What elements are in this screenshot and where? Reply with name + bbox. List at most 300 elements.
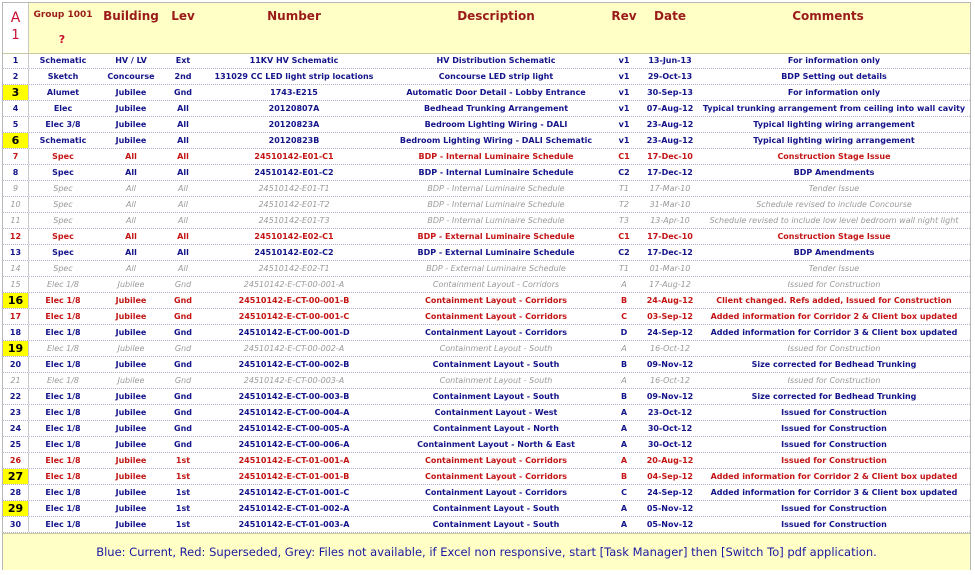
- cell-number[interactable]: 24510142-E-CT-00-004-A: [238, 408, 350, 417]
- cell-building: Jubilee: [115, 104, 147, 113]
- cell-group: Elec 1/8: [45, 296, 81, 305]
- cell-building: All: [126, 216, 136, 225]
- cell-group: Elec 1/8: [45, 472, 81, 481]
- cell-description: HV Distribution Schematic: [436, 56, 556, 65]
- cell-group: Elec 1/8: [45, 392, 81, 401]
- cell-group: Elec 1/8: [45, 312, 81, 321]
- row-number: 10: [3, 197, 29, 212]
- cell-building: All: [125, 248, 137, 257]
- cell-description: Containment Layout - Corridors: [424, 296, 568, 305]
- cell-date: 09-Nov-12: [646, 360, 694, 369]
- cell-number[interactable]: 24510142-E-CT-00-003-A: [243, 376, 345, 385]
- cell-description: Bedroom Lighting Wiring - DALI Schematic: [399, 136, 593, 145]
- row-number: 7: [3, 149, 29, 164]
- cell-comments: Typical lighting wiring arrangement: [753, 120, 915, 129]
- cell-lev: Gnd: [174, 280, 192, 289]
- row-number: 23: [3, 405, 29, 420]
- cell-description: BDP - External Luminaire Schedule: [417, 248, 575, 257]
- table-row[interactable]: [3, 197, 970, 213]
- cell-number[interactable]: 131029 CC LED light strip locations: [214, 72, 374, 81]
- cell-date: 24-Sep-12: [647, 328, 693, 337]
- cell-date: 05-Nov-12: [646, 504, 694, 513]
- cell-description: Containment Layout - South: [432, 520, 560, 529]
- cell-description: Automatic Door Detail - Lobby Entrance: [406, 88, 586, 97]
- cell-comments: Tender Issue: [808, 264, 860, 273]
- row-number: 18: [3, 325, 29, 340]
- cell-rev: T2: [619, 200, 629, 209]
- cell-lev: Gnd: [174, 88, 192, 97]
- cell-comments: Issued for Construction: [781, 408, 887, 417]
- row-number: 15: [3, 277, 29, 292]
- cell-description: BDP - Internal Luminaire Schedule: [418, 152, 574, 161]
- cell-building: All: [126, 184, 136, 193]
- cell-building: Jubilee: [115, 424, 147, 433]
- cell-rev: v1: [618, 56, 630, 65]
- cell-description: Containment Layout - South: [432, 360, 560, 369]
- cell-group: Elec 1/8: [46, 344, 79, 353]
- cell-group: Elec 1/8: [45, 488, 81, 497]
- cell-date: 24-Sep-12: [647, 488, 693, 497]
- cell-group: Spec: [52, 168, 74, 177]
- cell-comments: Tender Issue: [808, 184, 860, 193]
- cell-building: Jubilee: [117, 376, 145, 385]
- row-number: 12: [3, 229, 29, 244]
- cell-date: 17-Dec-10: [647, 232, 693, 241]
- cell-number[interactable]: 20120807A: [268, 104, 320, 113]
- row-number: 26: [3, 453, 29, 468]
- row-number: 21: [3, 373, 29, 388]
- cell-comments: Issued for Construction: [787, 344, 881, 353]
- row-number: 28: [3, 485, 29, 500]
- cell-lev: All: [178, 264, 188, 273]
- header-group[interactable]: Group 1001: [33, 10, 93, 20]
- row-number: 14: [3, 261, 29, 276]
- cell-description: BDP - External Luminaire Schedule: [426, 264, 566, 273]
- cell-comments: Issued for Construction: [787, 376, 881, 385]
- cell-group: Elec: [53, 104, 73, 113]
- cell-group: Alumet: [46, 88, 80, 97]
- header-lev[interactable]: Lev: [171, 9, 195, 23]
- cell-date: 17-Dec-10: [647, 152, 693, 161]
- cell-description: Containment Layout - Corridors: [424, 328, 568, 337]
- cell-rev: A: [620, 440, 628, 449]
- row-number: 19: [3, 341, 29, 356]
- row-number: 27: [3, 469, 29, 484]
- cell-comments: BDP Setting out details: [781, 72, 887, 81]
- cell-date: 23-Aug-12: [646, 136, 694, 145]
- cell-number[interactable]: 24510142-E01-C1: [254, 152, 334, 161]
- row-number: 22: [3, 389, 29, 404]
- cell-building: Jubilee: [115, 504, 147, 513]
- cell-group: Elec 1/8: [46, 376, 79, 385]
- cell-rev: C2: [618, 248, 630, 257]
- cell-description: Containment Layout - South: [432, 392, 560, 401]
- cell-date: 17-Mar-10: [649, 184, 691, 193]
- cell-lev: All: [177, 232, 189, 241]
- table-row[interactable]: [3, 469, 970, 485]
- cell-rev: v1: [618, 104, 630, 113]
- cell-comments: Size corrected for Bedhead Trunking: [751, 360, 917, 369]
- cell-rev: v1: [618, 72, 630, 81]
- cell-comments: Issued for Construction: [781, 456, 887, 465]
- cell-number[interactable]: 24510142-E-CT-00-002-A: [243, 344, 345, 353]
- cell-rev: T1: [619, 264, 629, 273]
- cell-number[interactable]: 24510142-E-CT-00-006-A: [238, 440, 350, 449]
- cell-building: HV / LV: [115, 56, 147, 65]
- cell-description: Containment Layout - Corridors: [424, 488, 568, 497]
- cell-group: Elec 1/8: [45, 424, 81, 433]
- cell-lev: Gnd: [174, 328, 192, 337]
- cell-description: Containment Layout - Corridors: [424, 472, 568, 481]
- cell-description: BDP - Internal Luminaire Schedule: [418, 168, 574, 177]
- cell-number[interactable]: 24510142-E-CT-00-001-A: [243, 280, 345, 289]
- cell-building: Jubilee: [115, 88, 147, 97]
- cell-rev: D: [620, 328, 628, 337]
- cell-date: 16-Oct-12: [650, 376, 690, 385]
- table-row[interactable]: [3, 373, 970, 389]
- row-number: 17: [3, 309, 29, 324]
- cell-building: Jubilee: [115, 408, 147, 417]
- cell-group: Elec 1/8: [46, 280, 79, 289]
- cell-building: All: [126, 264, 136, 273]
- cell-building: All: [125, 168, 137, 177]
- cell-description: BDP - Internal Luminaire Schedule: [427, 184, 565, 193]
- table-row[interactable]: [3, 149, 970, 165]
- cell-date: 31-Mar-10: [649, 200, 691, 209]
- cell-description: Containment Layout - Corridors: [432, 280, 560, 289]
- cell-number[interactable]: 11KV HV Schematic: [249, 56, 339, 65]
- cell-lev: All: [177, 136, 189, 145]
- table-row[interactable]: [3, 277, 970, 293]
- row-number: 9: [3, 181, 29, 196]
- cell-number[interactable]: 24510142-E-CT-01-001-A: [238, 456, 350, 465]
- header-rev[interactable]: Rev: [611, 9, 637, 23]
- cell-lev: Gnd: [174, 408, 192, 417]
- row-number: 1: [3, 53, 29, 68]
- cell-reference[interactable]: [3, 3, 29, 53]
- cell-group: Elec 1/8: [45, 328, 81, 337]
- table-row[interactable]: [3, 213, 970, 229]
- table-row[interactable]: [3, 405, 970, 421]
- table-row[interactable]: [3, 485, 970, 501]
- cell-number[interactable]: 24510142-E-CT-01-003-A: [238, 520, 350, 529]
- legend-footer: Blue: Current, Red: Superseded, Grey: Files not available, if Excel non responsive, start [Task Manager] then [Switch To] pdf application.: [3, 533, 970, 570]
- cell-group: Spec: [52, 152, 74, 161]
- row-number: 25: [3, 437, 29, 452]
- cell-rev: B: [620, 296, 628, 305]
- cell-rev: A: [620, 456, 628, 465]
- cell-comments: Typical trunking arrangement from ceiling into wall cavity: [702, 104, 966, 113]
- cell-lev: 1st: [175, 504, 191, 513]
- cell-comments: BDP Amendments: [793, 248, 875, 257]
- cell-description: BDP - Internal Luminaire Schedule: [427, 200, 565, 209]
- cell-lev: Gnd: [174, 312, 192, 321]
- cell-comments: Schedule revised to include Concourse: [756, 200, 912, 209]
- cell-date: 13-Jun-13: [648, 56, 692, 65]
- row-number: 3: [3, 85, 29, 100]
- table-row[interactable]: [3, 101, 970, 117]
- cell-description: BDP - External Luminaire Schedule: [417, 232, 575, 241]
- cell-comments: Issued for Construction: [781, 424, 887, 433]
- cell-number[interactable]: 24510142-E-CT-00-002-B: [238, 360, 350, 369]
- cell-lev: All: [177, 168, 189, 177]
- cell-description: BDP - Internal Luminaire Schedule: [427, 216, 565, 225]
- cell-lev: Gnd: [174, 440, 192, 449]
- cell-group: Spec: [52, 248, 74, 257]
- cell-building: Jubilee: [117, 344, 145, 353]
- cell-group: Schematic: [39, 56, 87, 65]
- cell-number[interactable]: 24510142-E-CT-01-001-B: [238, 472, 350, 481]
- cell-number[interactable]: 24510142-E-CT-00-001-C: [238, 312, 350, 321]
- cell-lev: All: [177, 152, 189, 161]
- cell-group: Spec: [53, 264, 73, 273]
- row-number: 8: [3, 165, 29, 180]
- cell-lev: Gnd: [174, 296, 192, 305]
- cell-number[interactable]: 24510142-E01-C2: [254, 168, 334, 177]
- cell-comments: Issued for Construction: [781, 504, 887, 513]
- cell-rev: C2: [618, 168, 630, 177]
- row-number: 4: [3, 101, 29, 116]
- cell-group: Schematic: [39, 136, 87, 145]
- table-row[interactable]: [3, 53, 970, 69]
- cell-rev: B: [620, 360, 628, 369]
- cell-description: Containment Layout - South: [432, 504, 560, 513]
- table-row[interactable]: [3, 261, 970, 277]
- cell-number[interactable]: 24510142-E-CT-01-002-A: [238, 504, 350, 513]
- row-number: 2: [3, 69, 29, 84]
- cell-date: 30-Oct-12: [647, 440, 693, 449]
- cell-lev: Gnd: [174, 424, 192, 433]
- cell-building: Jubilee: [115, 120, 147, 129]
- cell-description: Containment Layout - North & East: [417, 440, 575, 449]
- cell-number[interactable]: 24510142-E-CT-01-001-C: [238, 488, 350, 497]
- cell-number[interactable]: 20120823A: [268, 120, 320, 129]
- cell-building: All: [125, 152, 137, 161]
- cell-rev: C1: [618, 232, 630, 241]
- cell-rev: B: [620, 472, 628, 481]
- cell-comments: Added information for Corridor 2 & Client box updated: [710, 312, 958, 321]
- cell-date: 13-Apr-10: [650, 216, 690, 225]
- cell-comments: Client changed. Refs added, Issued for Construction: [716, 296, 952, 305]
- cell-comments: Issued for Construction: [787, 280, 881, 289]
- cell-rev: C: [621, 488, 627, 497]
- cell-comments: Added information for Corridor 2 & Client box updated: [710, 472, 958, 481]
- cell-lev: 1st: [175, 456, 191, 465]
- cell-date: 29-Oct-13: [647, 72, 693, 81]
- cell-date: 17-Dec-12: [647, 248, 693, 257]
- cell-rev: v1: [618, 136, 630, 145]
- cell-lev: Gnd: [174, 344, 192, 353]
- cell-date: 05-Nov-12: [646, 520, 694, 529]
- row-number: 20: [3, 357, 29, 372]
- cell-rev: A: [620, 520, 628, 529]
- cell-comments: Issued for Construction: [781, 440, 887, 449]
- cell-rev: A: [621, 344, 627, 353]
- cell-date: 20-Aug-12: [646, 456, 694, 465]
- cell-lev: Gnd: [174, 360, 192, 369]
- cell-number[interactable]: 24510142-E01-T2: [258, 200, 330, 209]
- table-row[interactable]: [3, 293, 970, 309]
- table-row[interactable]: [3, 501, 970, 517]
- cell-lev: 1st: [175, 520, 191, 529]
- table-row[interactable]: [3, 309, 970, 325]
- cell-number[interactable]: 24510142-E02-T1: [258, 264, 330, 273]
- cell-number[interactable]: 24510142-E-CT-00-005-A: [238, 424, 350, 433]
- cell-date: 23-Aug-12: [646, 120, 694, 129]
- cell-description: Containment Layout - Corridors: [424, 312, 568, 321]
- table-row[interactable]: [3, 181, 970, 197]
- cell-rev: C1: [618, 152, 630, 161]
- cell-building: Jubilee: [115, 456, 147, 465]
- cell-building: Jubilee: [115, 392, 147, 401]
- row-number: 6: [3, 133, 29, 148]
- cell-building: Jubilee: [115, 312, 147, 321]
- cell-comments: Construction Stage Issue: [777, 232, 891, 241]
- cell-number[interactable]: 24510142-E02-C1: [254, 232, 334, 241]
- table-row[interactable]: [3, 85, 970, 101]
- cell-group: Elec 1/8: [45, 520, 81, 529]
- cell-building: Jubilee: [115, 360, 147, 369]
- cell-date: 30-Sep-13: [647, 88, 693, 97]
- cell-rev: A: [620, 504, 628, 513]
- cell-group: Sketch: [47, 72, 79, 81]
- cell-lev: 1st: [175, 488, 191, 497]
- cell-number[interactable]: 20120823B: [268, 136, 320, 145]
- cell-description: Bedhead Trunking Arrangement: [423, 104, 569, 113]
- cell-row-label: 1: [11, 28, 20, 43]
- cell-building: Jubilee: [115, 488, 147, 497]
- cell-description: Containment Layout - Corridors: [424, 456, 568, 465]
- cell-date: 07-Aug-12: [646, 104, 694, 113]
- cell-group: Elec 1/8: [45, 440, 81, 449]
- cell-building: All: [126, 200, 136, 209]
- table-row[interactable]: [3, 117, 970, 133]
- table-row[interactable]: [3, 165, 970, 181]
- cell-building: Jubilee: [115, 136, 147, 145]
- cell-comments: Size corrected for Bedhead Trunking: [751, 392, 917, 401]
- row-number: 24: [3, 421, 29, 436]
- cell-column-label: A: [10, 10, 21, 26]
- cell-date: 23-Oct-12: [647, 408, 693, 417]
- cell-rev: C: [621, 312, 627, 321]
- cell-group: Elec 1/8: [45, 408, 81, 417]
- cell-number[interactable]: 24510142-E-CT-00-001-B: [238, 296, 350, 305]
- header-comments[interactable]: Comments: [792, 9, 864, 23]
- cell-number[interactable]: 24510142-E01-T1: [258, 184, 330, 193]
- cell-lev: Gnd: [174, 376, 192, 385]
- cell-building: All: [125, 232, 137, 241]
- table-row[interactable]: [3, 389, 970, 405]
- header-building[interactable]: Building: [103, 9, 159, 23]
- cell-building: Concourse: [107, 72, 155, 81]
- table-row[interactable]: [3, 133, 970, 149]
- cell-number[interactable]: 24510142-E01-T3: [258, 216, 330, 225]
- cell-comments: For information only: [787, 88, 881, 97]
- cell-building: Jubilee: [115, 296, 147, 305]
- table-row[interactable]: [3, 341, 970, 357]
- cell-rev: A: [621, 280, 627, 289]
- cell-lev: 1st: [175, 472, 191, 481]
- cell-lev: All: [177, 120, 189, 129]
- table-row[interactable]: [3, 357, 970, 373]
- table-row[interactable]: [3, 453, 970, 469]
- cell-building: Jubilee: [115, 328, 147, 337]
- group-filter-marker[interactable]: ?: [58, 33, 66, 46]
- cell-group: Elec 3/8: [45, 120, 81, 129]
- cell-lev: All: [177, 248, 189, 257]
- cell-lev: All: [178, 184, 188, 193]
- cell-date: 03-Sep-12: [647, 312, 693, 321]
- cell-rev: A: [620, 424, 628, 433]
- cell-lev: All: [178, 200, 188, 209]
- table-row[interactable]: [3, 229, 970, 245]
- cell-rev: A: [621, 376, 627, 385]
- cell-group: Elec 1/8: [45, 360, 81, 369]
- cell-building: Jubilee: [115, 440, 147, 449]
- cell-date: 01-Mar-10: [649, 264, 691, 273]
- cell-building: Jubilee: [117, 280, 145, 289]
- cell-comments: Schedule revised to include low level bedroom wall night light: [709, 216, 959, 225]
- cell-rev: T3: [619, 216, 629, 225]
- cell-group: Elec 1/8: [45, 504, 81, 513]
- cell-number[interactable]: 24510142-E-CT-00-003-B: [238, 392, 350, 401]
- cell-group: Elec 1/8: [45, 456, 81, 465]
- table-row[interactable]: [3, 325, 970, 341]
- cell-building: Jubilee: [115, 520, 147, 529]
- table-row[interactable]: [3, 437, 970, 453]
- cell-rev: v1: [618, 88, 630, 97]
- cell-description: Containment Layout - North: [433, 424, 559, 433]
- table-row[interactable]: [3, 517, 970, 533]
- cell-comments: Typical lighting wiring arrangement: [753, 136, 915, 145]
- row-number: 5: [3, 117, 29, 132]
- cell-rev: T1: [619, 184, 629, 193]
- cell-comments: Construction Stage Issue: [777, 152, 891, 161]
- drawing-register-sheet: [2, 2, 971, 570]
- cell-date: 04-Sep-12: [647, 472, 693, 481]
- cell-number[interactable]: 1743-E215: [270, 88, 318, 97]
- header-number[interactable]: Number: [267, 9, 321, 23]
- header-date[interactable]: Date: [654, 9, 686, 23]
- row-number: 16: [3, 293, 29, 308]
- row-number: 13: [3, 245, 29, 260]
- cell-group: Spec: [52, 232, 74, 241]
- cell-comments: Added information for Corridor 3 & Client box updated: [710, 488, 958, 497]
- cell-lev: Ext: [175, 56, 191, 65]
- cell-group: Spec: [53, 200, 73, 209]
- table-row[interactable]: [3, 69, 970, 85]
- cell-description: Containment Layout - West: [434, 408, 558, 417]
- cell-date: 16-Oct-12: [650, 344, 690, 353]
- cell-date: 17-Dec-12: [647, 168, 693, 177]
- cell-rev: v1: [618, 120, 630, 129]
- cell-lev: 2nd: [174, 72, 192, 81]
- cell-description: Concourse LED strip light: [438, 72, 554, 81]
- cell-comments: Added information for Corridor 3 & Client box updated: [710, 328, 958, 337]
- cell-comments: BDP Amendments: [793, 168, 875, 177]
- cell-comments: Issued for Construction: [781, 520, 887, 529]
- cell-rev: A: [620, 408, 628, 417]
- cell-date: 24-Aug-12: [646, 296, 694, 305]
- cell-number[interactable]: 24510142-E02-C2: [254, 248, 334, 257]
- table-row[interactable]: [3, 245, 970, 261]
- cell-group: Spec: [53, 216, 73, 225]
- header-description[interactable]: Description: [457, 9, 535, 23]
- cell-date: 30-Oct-12: [647, 424, 693, 433]
- cell-number[interactable]: 24510142-E-CT-00-001-D: [238, 328, 350, 337]
- cell-description: Containment Layout - South: [439, 376, 553, 385]
- table-row[interactable]: [3, 421, 970, 437]
